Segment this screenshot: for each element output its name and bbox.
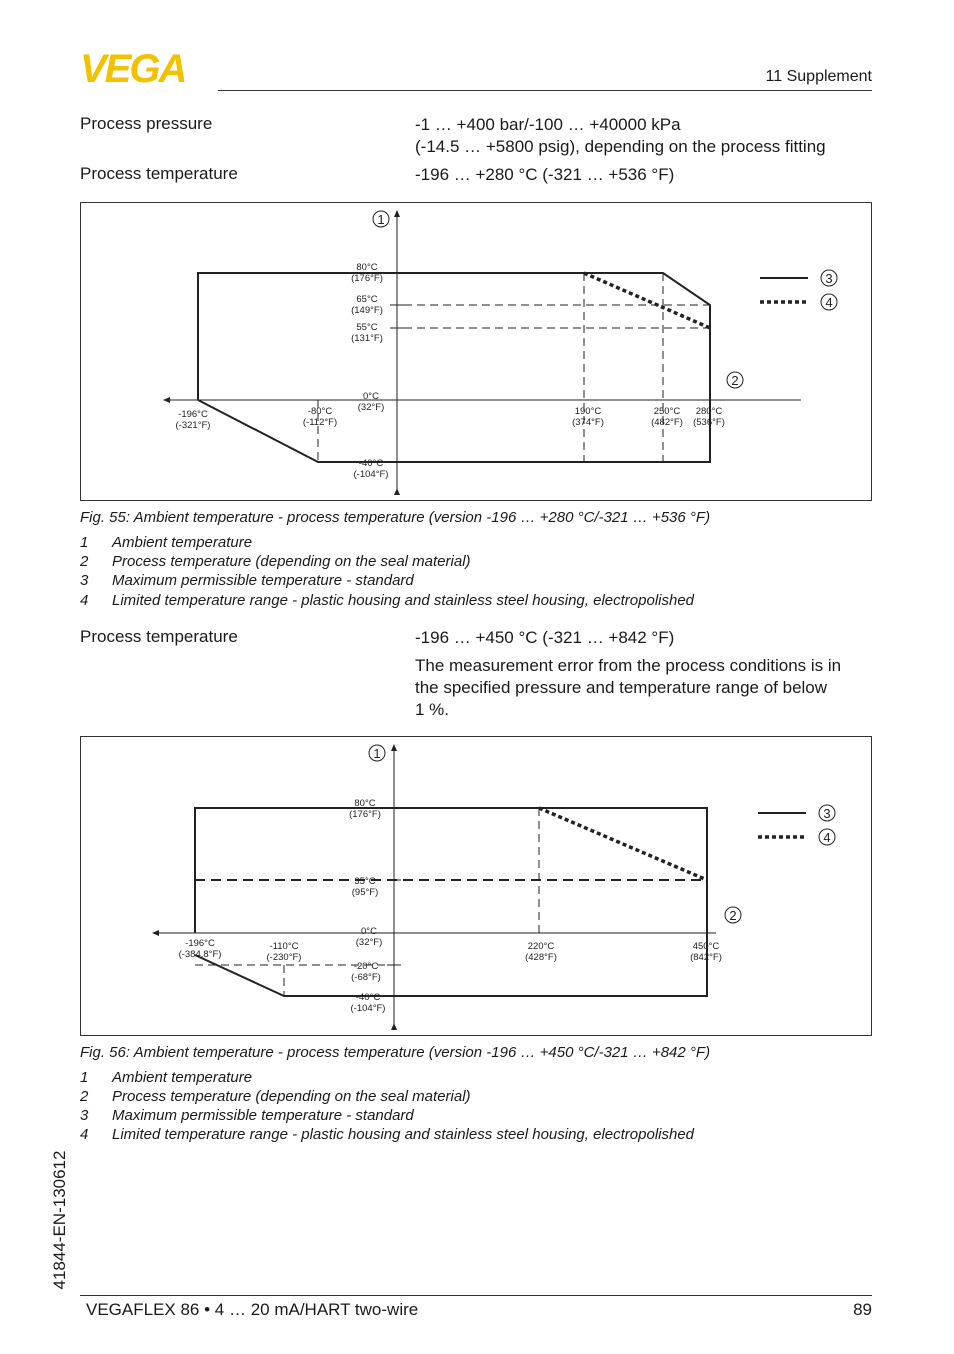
note-line: The measurement error from the process conditions is in — [415, 656, 842, 675]
y-label-32f: (32°F) — [357, 402, 385, 413]
fig56-legend-num: 2 — [80, 1088, 89, 1105]
svg-text:4: 4 — [823, 830, 831, 845]
fig56-legend-text: Process temperature (depending on the seal material) — [112, 1088, 471, 1105]
spec2-label: Process temperature — [80, 627, 238, 646]
y-label-95f: (95°F) — [351, 887, 379, 898]
y-label-neg40c: -40°C — [355, 992, 381, 1003]
page-number: 89 — [853, 1300, 872, 1319]
fig55-legend-text: Maximum permissible temperature - standard — [112, 572, 414, 589]
y-label-149f: (149°F) — [351, 305, 383, 316]
fig56-legend-num: 4 — [80, 1126, 89, 1143]
marker-1 — [369, 745, 385, 761]
y-label-neg104f: (-104°F) — [350, 1003, 386, 1014]
x-label-220c: 220°C — [527, 941, 555, 952]
note-line: 1 %. — [415, 700, 450, 719]
spec-value-pressure — [415, 114, 826, 158]
svg-text:3: 3 — [825, 271, 833, 286]
fig55-legend-num: 2 — [80, 553, 89, 570]
fig56-diagram — [81, 737, 871, 1035]
svg-text:1: 1 — [373, 746, 381, 761]
document-id — [40, 1140, 80, 1300]
y-label-35c: 35°C — [354, 876, 376, 887]
y-label-131f: (131°F) — [351, 333, 383, 344]
spec-label-pressure: Process pressure — [80, 114, 213, 133]
y-label-55c: 55°C — [356, 322, 378, 333]
standard-range-outline — [198, 273, 710, 462]
spec-value-temperature: -196 … +280 °C (-321 … +536 °F) — [415, 165, 675, 184]
note-line: the specified pressure and temperature range of below — [415, 678, 828, 697]
y-label-80c: 80°C — [356, 262, 378, 273]
svg-text:3: 3 — [823, 806, 831, 821]
x-label-280c: 280°C — [695, 406, 723, 417]
vega-logo — [80, 50, 212, 86]
x-label-250c: 250°C — [653, 406, 681, 417]
fig55-legend-text: Limited temperature range - plastic housing and stainless steel housing, electropolished — [112, 592, 695, 609]
limited-range-line — [584, 273, 710, 328]
x-label-428f: (428°F) — [525, 952, 557, 963]
fig56-legend-text: Ambient temperature — [112, 1069, 253, 1086]
fig55-legend-num: 4 — [80, 592, 89, 609]
svg-text:1: 1 — [377, 212, 385, 227]
svg-text:2: 2 — [731, 373, 739, 388]
x-label-482f: (482°F) — [651, 417, 683, 428]
marker-1 — [373, 211, 389, 227]
document-id-text: 41844-EN-130612 — [50, 1150, 69, 1290]
y-label-80c: 80°C — [354, 798, 376, 809]
svg-text:4: 4 — [825, 295, 833, 310]
x-label-neg384f: (-384.8°F) — [178, 949, 222, 960]
y-label-neg20c: -20°C — [353, 961, 379, 972]
y-label-0c: 0°C — [361, 926, 377, 937]
fig55-caption: Fig. 55: Ambient temperature - process temperature (version -196 … +280 °C/-321 … +536 °F) — [80, 509, 711, 526]
x-label-neg80c: -80°C — [307, 406, 333, 417]
x-label-neg110c: -110°C — [269, 941, 299, 952]
x-label-842f: (842°F) — [690, 952, 722, 963]
y-label-neg68f: (-68°F) — [351, 972, 381, 983]
spec2-note — [415, 655, 841, 721]
spec-label-temperature: Process temperature — [80, 164, 238, 183]
marker-3 — [821, 270, 837, 286]
x-label-neg112f: (-112°F) — [302, 417, 338, 428]
y-label-65c: 65°C — [356, 294, 378, 305]
figure-56 — [80, 736, 872, 1036]
fig55-legend-num: 1 — [80, 534, 89, 551]
spec2-value: -196 … +450 °C (-321 … +842 °F) — [415, 628, 675, 647]
fig55-legend-num: 3 — [80, 572, 89, 589]
footer-product: VEGAFLEX 86 • 4 … 20 mA/HART two-wire — [86, 1300, 419, 1319]
standard-range-outline — [195, 808, 707, 996]
y-label-176f: (176°F) — [351, 273, 383, 284]
y-label-176f: (176°F) — [349, 809, 381, 820]
x-label-450c: 450°C — [692, 941, 720, 952]
fig55-legend-text: Process temperature (depending on the seal material) — [112, 553, 471, 570]
limited-range-line — [539, 808, 707, 880]
y-label-32f: (32°F) — [355, 937, 383, 948]
section-title: 11 Supplement — [765, 68, 872, 85]
fig56-legend-num: 3 — [80, 1107, 89, 1124]
fig55-legend-text: Ambient temperature — [112, 534, 253, 551]
fig56-caption: Fig. 56: Ambient temperature - process temperature (version -196 … +450 °C/-321 … +842 °F) — [80, 1044, 711, 1061]
x-label-536f: (536°F) — [693, 417, 725, 428]
marker-4 — [821, 294, 837, 310]
x-label-neg230f: (-230°F) — [266, 952, 302, 963]
footer-rule — [80, 1295, 872, 1296]
fig56-legend-text: Limited temperature range - plastic housing and stainless steel housing, electropolished — [112, 1126, 695, 1143]
marker-2 — [725, 907, 741, 923]
x-label-neg196c: -196°C — [178, 409, 208, 420]
x-label-374f: (374°F) — [572, 417, 604, 428]
x-label-190c: 190°C — [574, 406, 602, 417]
fig56-legend-num: 1 — [80, 1069, 89, 1086]
marker-3 — [819, 805, 835, 821]
x-label-neg321f: (-321°F) — [175, 420, 211, 431]
spec-value-line: (-14.5 … +5800 psig), depending on the process fitting — [415, 137, 826, 156]
y-label-neg40c: -40°C — [358, 458, 384, 469]
x-label-neg196c: -196°C — [185, 938, 215, 949]
svg-text:VEGA: VEGA — [80, 50, 186, 86]
y-label-0c: 0°C — [363, 391, 379, 402]
fig56-legend-text: Maximum permissible temperature - standard — [112, 1107, 414, 1124]
fig55-diagram — [81, 203, 871, 500]
y-label-neg104f: (-104°F) — [353, 469, 389, 480]
marker-2 — [727, 372, 743, 388]
header-rule — [218, 90, 872, 91]
svg-text:2: 2 — [729, 908, 737, 923]
figure-55 — [80, 202, 872, 501]
spec-value-line: -1 … +400 bar/-100 … +40000 kPa — [415, 115, 681, 134]
marker-4 — [819, 829, 835, 845]
